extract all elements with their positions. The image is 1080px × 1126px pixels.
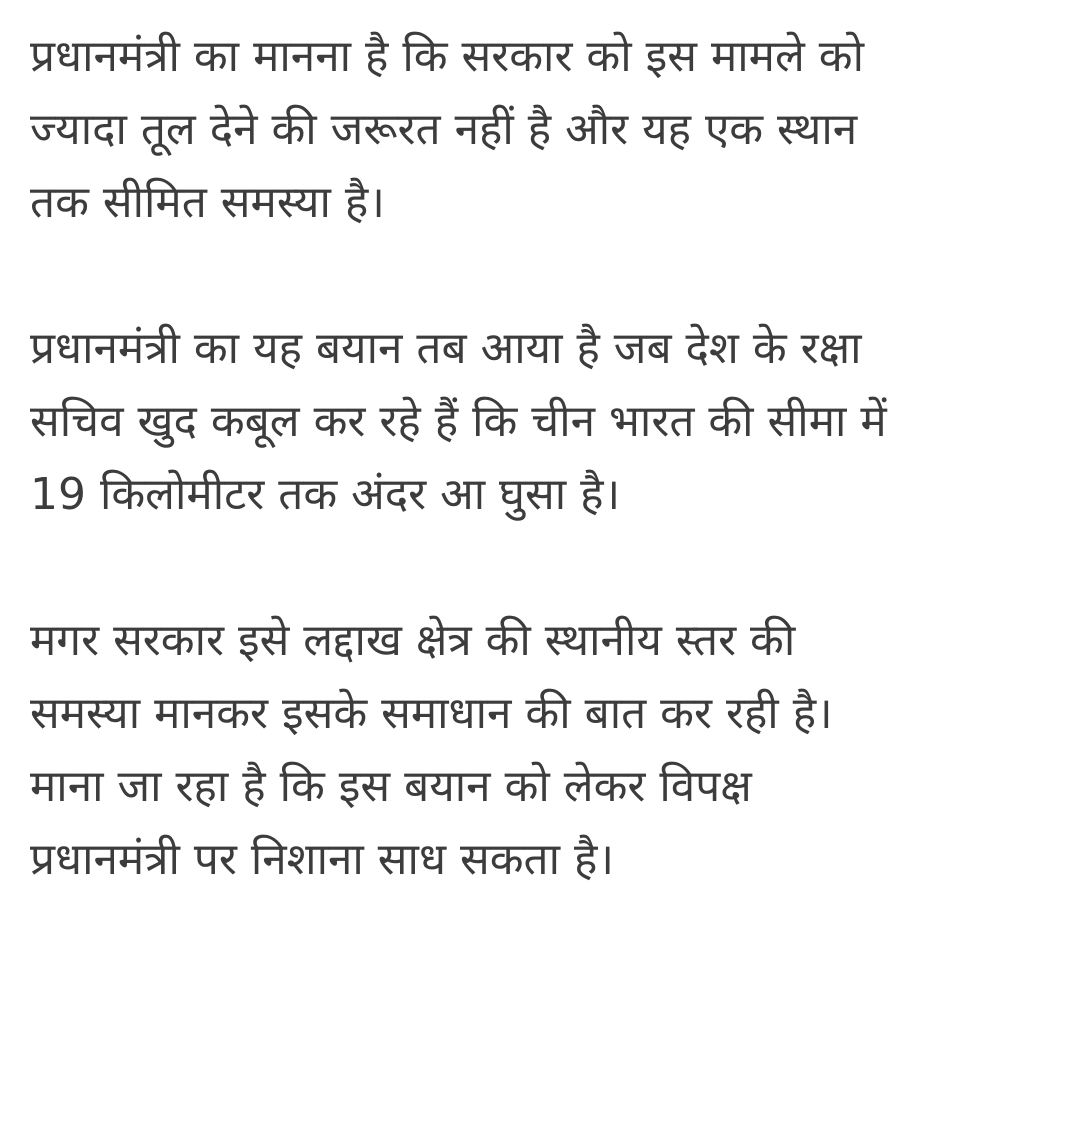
paragraph — [30, 312, 1052, 531]
paragraph-line: माना जा रहा है कि इस बयान को लेकर विपक्ष — [30, 761, 752, 812]
paragraph-line: तक सीमित समस्या है। — [30, 177, 385, 228]
paragraph-line: प्रधानमंत्री का मानना है कि सरकार को इस मामले को — [30, 31, 864, 82]
paragraph-line: सचिव खुद कबूल कर रहे हैं कि चीन भारत की सीमा में — [30, 396, 887, 447]
paragraph-line: मगर सरकार इसे लद्दाख क्षेत्र की स्थानीय स्तर की — [30, 615, 796, 666]
paragraph — [30, 20, 1052, 239]
paragraph-line: ज्यादा तूल देने की जरूरत नहीं है और यह एक स्थान — [30, 104, 858, 155]
paragraph-line: समस्या मानकर इसके समाधान की बात कर रही है। — [30, 688, 833, 739]
paragraph-line: 19 किलोमीटर तक अंदर आ घुसा है। — [30, 469, 621, 520]
paragraph — [30, 604, 1052, 896]
paragraph-line: प्रधानमंत्री का यह बयान तब आया है जब देश के रक्षा — [30, 323, 862, 374]
paragraph-line: प्रधानमंत्री पर निशाना साध सकता है। — [30, 834, 615, 885]
